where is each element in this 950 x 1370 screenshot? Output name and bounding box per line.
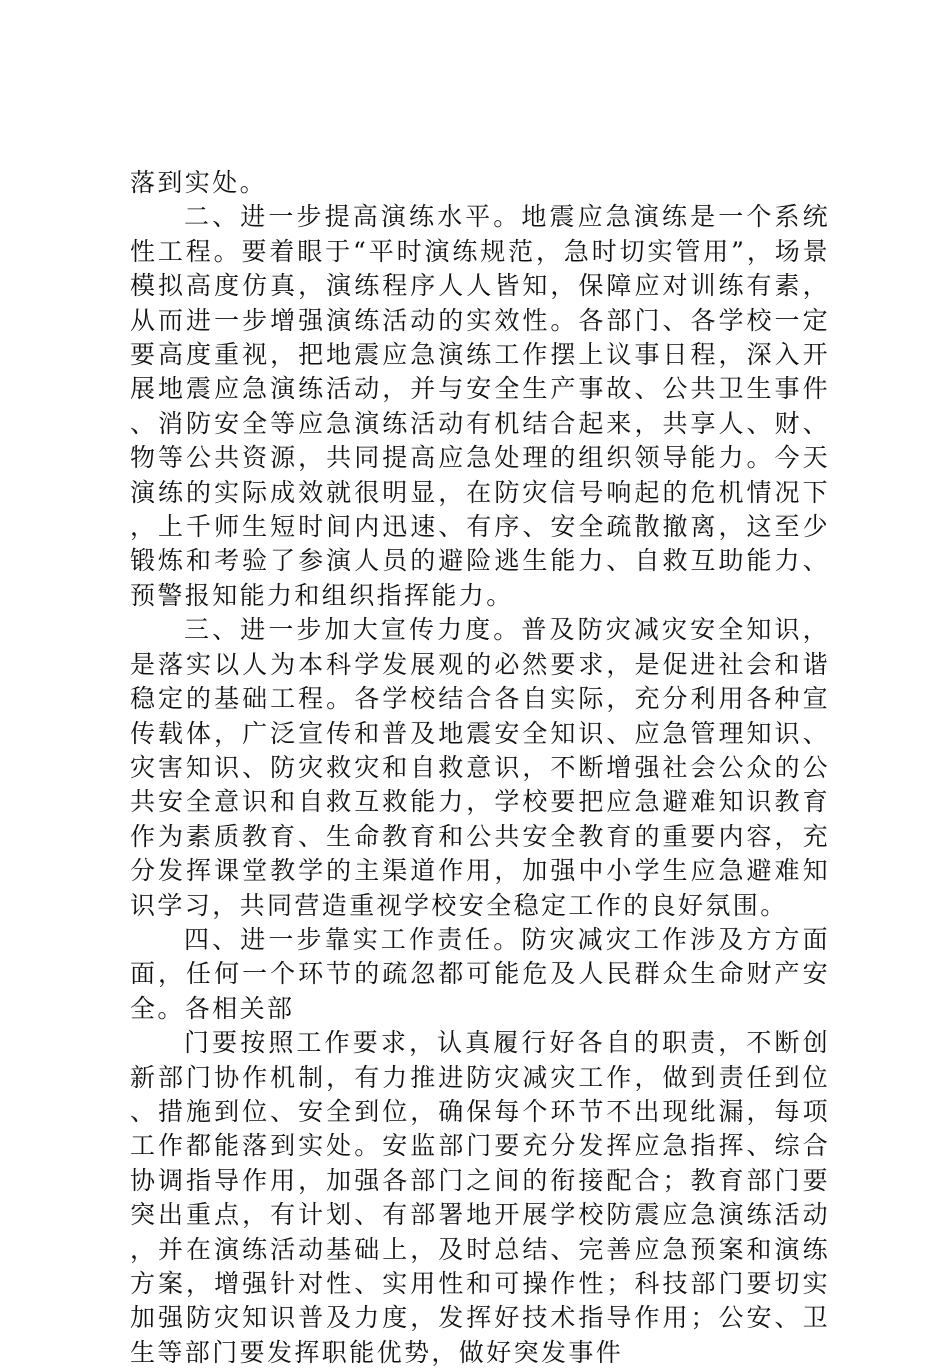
paragraph-section-four-continued: 门要按照工作要求，认真履行好各自的职责，不断创新部门协作机制，有力推进防灾减灾工作，做到责任到位、措施到位、安全到位，确保每个环节不出现纰漏，每项工作都能落到实处。安监部门要充分发挥应急指挥、综合协调指导作用，加强各部门之间的衔接配合；教育部门要突出重点，有计划、有部署地开展学校防震应急演练活动，并在演练活动基础上，及时总结、完善应急预案和演练方案，增强针对性、实用性和可操作性；科技部门要切实加强防灾知识普及力度，发挥好技术指导作用；公安、卫生等部门要发挥职能优势，做好突发事件 [130, 1028, 830, 1367]
paragraph-section-four: 四、进一步靠实工作责任。防灾减灾工作涉及方方面面，任何一个环节的疏忽都可能危及人民群众生命财产安全。各相关部 [130, 924, 830, 1023]
paragraph-continuation: 落到实处。 [130, 168, 268, 197]
document-body [130, 166, 830, 1370]
paragraph-section-two: 二、进一步提高演练水平。地震应急演练是一个系统性工程。要着眼于“平时演练规范，急时切实管用”，场景模拟高度仿真，演练程序人人皆知，保障应对训练有素，从而进一步增强演练活动的实效性。各部门、各学校一定要高度重视，把地震应急演练工作摆上议事日程，深入开展地震应急演练活动，并与安全生产事故、公共卫生事件、消防安全等应急演练活动有机结合起来，共享人、财、物等公共资源，共同提高应急处理的组织领导能力。今天演练的实际成效就很明显，在防灾信号响起的危机情况下，上千师生短时间内迅速、有序、安全疏散撤离，这至少锻炼和考验了参演人员的避险逃生能力、自救互助能力、预警报知能力和组织指挥能力。 [130, 202, 830, 610]
paragraph-section-three: 三、进一步加大宣传力度。普及防灾减灾安全知识，是落实以人为本科学发展观的必然要求，是促进社会和谐稳定的基础工程。各学校结合各自实际，充分利用各种宣传载体，广泛宣传和普及地震安全知识、应急管理知识、灾害知识、防灾救灾和自救意识，不断增强社会公众的公共安全意识和自救互救能力，学校要把应急避难知识教育作为素质教育、生命教育和公共安全教育的重要内容，充分发挥课堂教学的主渠道作用，加强中小学生应急避难知识学习，共同营造重视学校安全稳定工作的良好氛围。 [130, 615, 830, 920]
